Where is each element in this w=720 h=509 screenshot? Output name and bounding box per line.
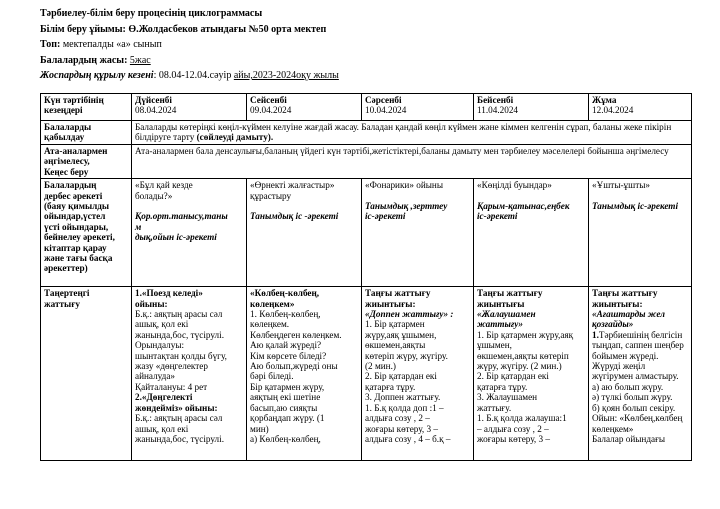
exercise-friday: Таңғы жаттығу жиынтығы: «Ағаштарды жел қозғайды» 1.Тәрбиешінің белгісін тыңдап, саппен шеңбер бойымен жүреді. Жүруді жеңіл жүгірумен алмастыру. а) аю болып жүру. ә) түлкі болып жүру. б) қоян болып секіру. Ойын: «Көлбең,көлбең көлеңкем» Балалар ойындағы (589, 287, 692, 461)
col-header-friday: Жұма 12.04.2024 (589, 94, 692, 121)
exercise-wednesday: Таңғы жаттығу жиынтығы: «Доппен жаттығу» : 1. Бір қатармен жүру,аяқ ұшымен, өкшемен,аяқты көтеріп жүру, жүгіру. (2 мин.) 2. Бір қатардан екі қатарға тұру. 3. Доппен жаттығу. 1. Б.қ қолда доп :1 – алдыға созу , 2 – жоғары көтеру, 3 – алдыға созу , 4 – б.қ – (362, 287, 474, 461)
activity-tuesday: «Өрнекті жалғастыр» құрастыру Танымдық іс -әрекеті (247, 179, 362, 287)
row-reception-label: Балаларды қабылдау (41, 121, 132, 145)
row-morning-exercise (41, 287, 692, 461)
exercise-thursday: Таңғы жаттығу жиынтығы «Жалаушамен жаттығу» 1. Бір қатармен жүру,аяқ ұшымен, өкшемен,аяқты көтеріп жүру, жүгіру. (2 мин.) 2. Бір қатардан екі қатарға тұру. 3. Жалаушамен жаттығу. 1. Б.қ қолда жалауша:1 – алдыға созу , 2 – жоғары көтеру, 3 – (474, 287, 589, 461)
row-reception-text: Балаларды көтеріңкі көңіл-күймен келуіне жағдай жасау. Баладан қандай көңіл күймен және кіммен келгенін сұрап, баланы жеке пікірін білдіруге тарту (сөйлеуді дамыту). (132, 121, 692, 145)
row-independent-activity (41, 179, 692, 287)
col-header-tuesday: Сейсенбі 09.04.2024 (247, 94, 362, 121)
row-parents-label: Ата-аналармен әңгімелесу, Кеңес беру (41, 145, 132, 179)
col-header-wednesday: Сәрсенбі 10.04.2024 (362, 94, 474, 121)
row-exercise-label: Таңертеңгі жаттығу (41, 287, 132, 461)
row-reception (41, 121, 692, 145)
cyclogram-table (40, 93, 692, 461)
col-header-stages: Күн тәртібінің кезеңдері (41, 94, 132, 121)
col-header-monday: Дүйсенбі 08.04.2024 (132, 94, 247, 121)
header-group: Топ: мектепалды «а» сынып (40, 39, 162, 50)
exercise-monday: 1.«Поезд келеді» ойыны: Б.қ.: аяқтың арасы сәл ашық, қол екі жанында,бос, түсірулі. Орындалуы: шынтақтан қолды бүгу, жазу «дөңгелектер айналуда» Қайталануы: 4 рет 2.«Дөңгелекті жөндейміз» ойыны: Б.қ.: аяқтың арасы сәл ашық, қол екі жанында,бос, түсірулі. (132, 287, 247, 461)
header-age: Балалардың жасы: 5жас (40, 54, 151, 66)
row-parents (41, 145, 692, 179)
header-title: Тәрбиелеу-білім беру процесінің циклограммасы (40, 8, 263, 19)
row-parents-text: Ата-аналармен бала денсаулығы,баланың үйдегі күн тәртібі,жетістіктері,баланы дамыту мен тәрбиелеу мәселелері бойынша әңгімелесу (132, 145, 692, 179)
exercise-tuesday: «Көлбең-көлбең, көлеңкем» 1. Көлбең-көлбең, көлеңкем. Көлбеңдеген көлеңкем. Аю қалай жүреді? Кім көрсете біледі? Аю болып,жүреді оны бәрі біледі. Бір қатармен жүру, аяқтың екі шетіне басып,аю сияқты қорбаңдап жүру. (1 мин) а) Көлбең-көлбең, (247, 287, 362, 461)
row-activity-label: Балалардың дербес әрекеті (баяу қимылды ойындар,үстел үсті ойындары, бейнелеу әрекеті, кітаптар қарау және тағы басқа әрекеттер) (41, 179, 132, 287)
col-header-thursday: Бейсенбі 11.04.2024 (474, 94, 589, 121)
activity-friday: «Ұшты-ұшты» Танымдық іс-әрекеті (589, 179, 692, 287)
activity-thursday: «Көңілді буындар» Қарым-қатынас,еңбек іс-әрекеті (474, 179, 589, 287)
header-period: Жоспардың құрылу кезені: 08.04-12.04.сәуір айы,2023-2024оқу жылы (40, 70, 339, 81)
activity-wednesday: «Фонарики» ойыны Танымдық ,зерттеу іс-әрекеті (362, 179, 474, 287)
header-row (41, 94, 692, 121)
activity-monday: «Бұл қай кезде болады?» Қор.орт.танысу,таны м дық,ойын іс-әрекеті (132, 179, 247, 287)
header-org: Білім беру ұйымы: Ө.Жолдасбеков атындағы №50 орта мектеп (40, 23, 327, 35)
document-header (40, 6, 339, 84)
